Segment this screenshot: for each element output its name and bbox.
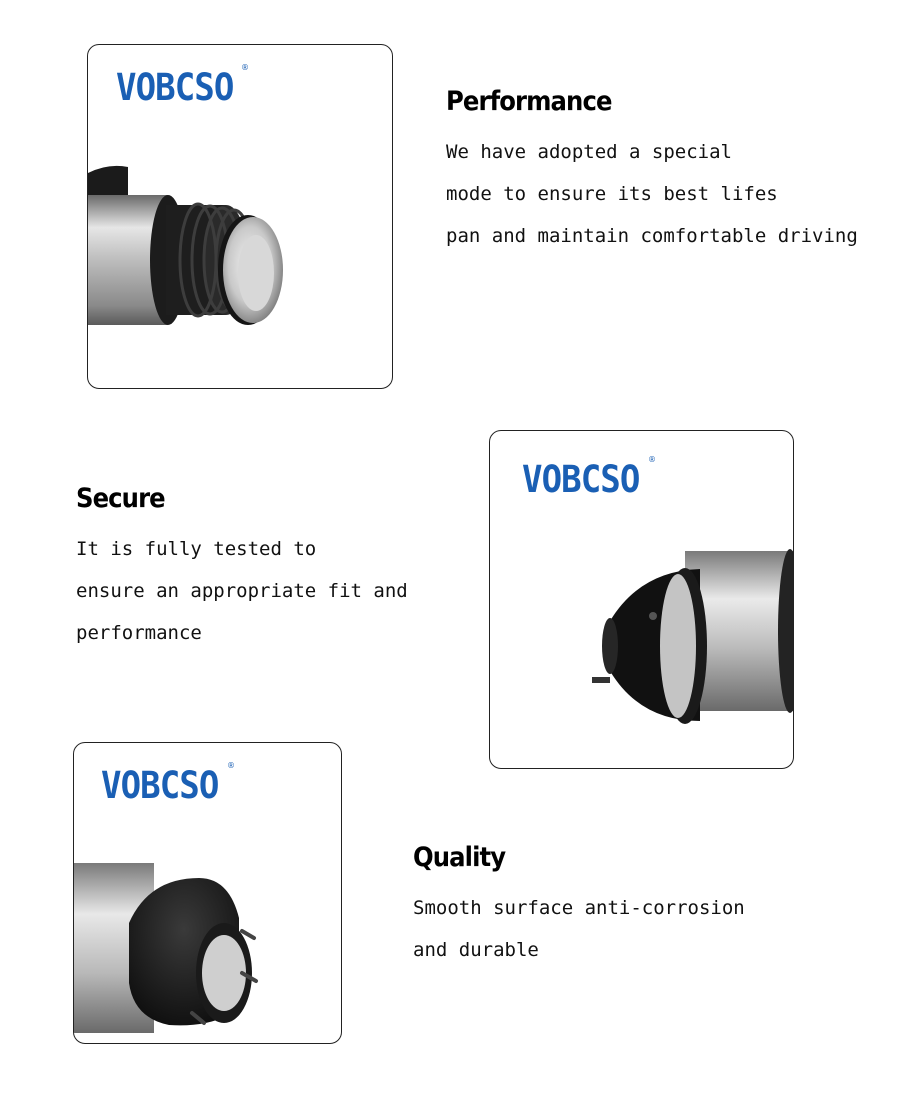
registered-mark: ® (227, 761, 235, 770)
section-text-line: performance (76, 622, 202, 644)
brand-logo: VOBCSO (101, 764, 219, 807)
section-text-line: Smooth surface anti-corrosion (413, 897, 745, 919)
section-title-performance: Performance (446, 86, 612, 117)
section-text-line: It is fully tested to (76, 538, 317, 560)
section-text-line: mode to ensure its best lifes (446, 183, 778, 205)
registered-mark: ® (648, 455, 656, 464)
product-image-card-2 (489, 430, 794, 769)
product-image-card-3 (73, 742, 342, 1044)
section-title-secure: Secure (76, 483, 165, 514)
registered-mark: ® (241, 63, 249, 72)
section-text-line: pan and maintain comfortable driving (446, 225, 858, 247)
product-image-card-1 (87, 44, 393, 389)
section-text-line: We have adopted a special (446, 141, 732, 163)
brand-logo: VOBCSO (116, 66, 234, 109)
section-text-line: and durable (413, 939, 539, 961)
section-title-quality: Quality (413, 842, 506, 873)
brand-logo: VOBCSO (522, 458, 640, 501)
section-text-line: ensure an appropriate fit and (76, 580, 408, 602)
